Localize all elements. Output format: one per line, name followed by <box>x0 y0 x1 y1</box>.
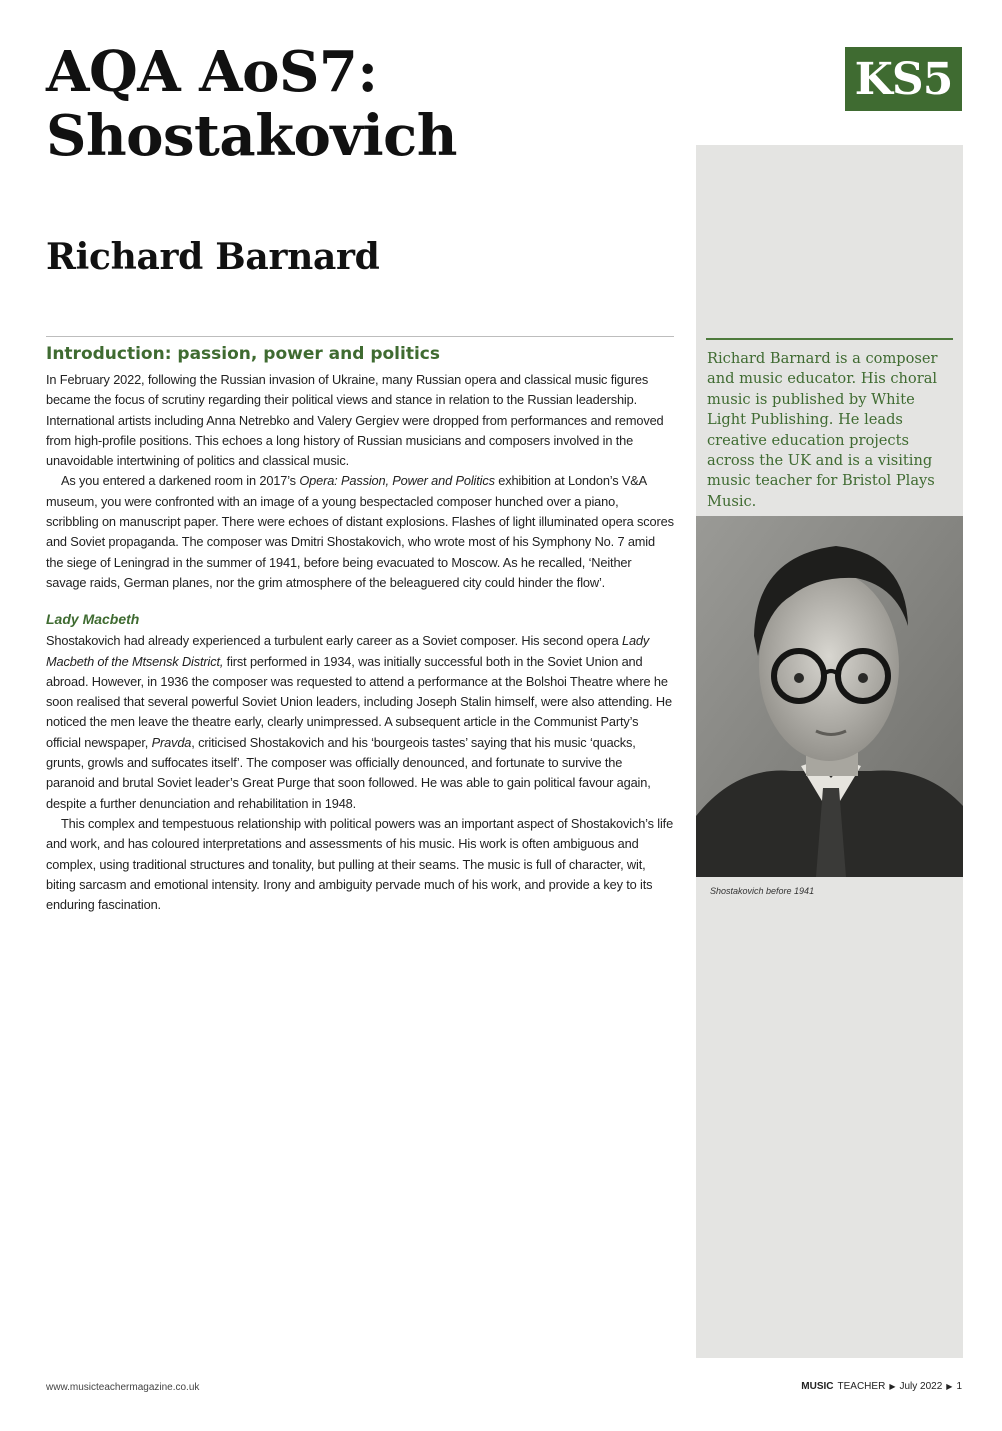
text-run: exhibition at London’s V&A museum, you were confronted with an image of a young bespectacled composer hunched over a piano, scribbling on manuscript paper. There were echoes of distant explosions. Flashes of light illuminated opera scores and Soviet propaganda. The composer was Dmitri Shostakovich, who wrote most of his Symphony No. 7 amid the siege of Leningrad in the summer of 1941, before being evacuated to Moscow. As he recalled, ‘Neither savage raids, German planes, nor the grim atmosphere of the beleaguered city could hinder the flow’. <box>46 473 674 590</box>
issue-date: July 2022 <box>899 1381 943 1392</box>
text-run: first performed in 1934, was initially successful both in the Soviet Union and abroad. However, in 1936 the composer was requested to attend a performance at the Bolshoi Theatre where he soon realised that several powerful Soviet Union leaders, including Joseph Stalin himself, were also attending. He noticed the men leave the theatre early, clearly unimpressed. A subsequent article in the Communist Party’s official newspaper, <box>46 653 672 750</box>
text-run: , criticised Shostakovich and his ‘bourgeois tastes’ saying that his music ‘quacks, grunts, growls and suffocates itself’. The composer was officially denounced, and fortunate to survive the paranoid and brutal Soviet leader’s Great Purge that soon followed. He was able to gain political favour again, despite a further denunciation and rehabilitation in 1948. <box>46 734 651 811</box>
article-body <box>46 343 674 915</box>
arrow-right-icon: ▶ <box>946 1382 953 1391</box>
sidebar-divider <box>706 338 953 340</box>
lady-macbeth-paragraph-1 <box>46 631 674 814</box>
newspaper-title: Pravda <box>151 734 192 750</box>
intro-paragraph-2 <box>46 471 674 593</box>
section-heading-lady-macbeth: Lady Macbeth <box>46 611 140 628</box>
photo-caption: Shostakovich before 1941 <box>710 886 815 896</box>
magazine-name: TEACHER <box>837 1381 886 1392</box>
author-bio: Richard Barnard is a composer and music educator. His choral music is published by White Light Publishing. He leads creative education projects across the UK and is a visiting music teacher for Bristol Plays Music. <box>707 350 938 510</box>
intro-heading: Introduction: passion, power and politics <box>46 344 440 364</box>
section-divider <box>46 336 674 337</box>
text-run: Shostakovich had already experienced a turbulent early career as a Soviet composer. His second opera <box>46 633 622 649</box>
footer-issue-info <box>801 1381 962 1392</box>
level-badge: KS5 <box>845 47 962 111</box>
footer-website-link[interactable]: www.musicteachermagazine.co.uk <box>46 1382 200 1393</box>
lady-macbeth-paragraph-2: This complex and tempestuous relationship with political powers was an important aspect of Shostakovich’s life and work, and has coloured interpretations and assessments of his music. His work is often ambiguous and complex, using traditional structures and tonality, but pulling at their seams. The music is full of character, wit, biting sarcasm and emotional intensity. Irony and ambiguity pervade much of his work, and provide a key to its enduring fascination. <box>46 815 674 913</box>
exhibition-title: Opera: Passion, Power and Politics <box>299 473 495 489</box>
magazine-name-bold: MUSIC <box>801 1381 834 1392</box>
arrow-right-icon: ▶ <box>889 1382 896 1391</box>
author-name: Richard Barnard <box>46 236 380 278</box>
page-number: 1 <box>956 1381 962 1392</box>
text-run: As you entered a darkened room in 2017’s <box>61 473 300 489</box>
intro-paragraph-1: In February 2022, following the Russian invasion of Ukraine, many Russian opera and classical music figures became the focus of scrutiny regarding their political views and stance in relation to the Russian leadership. International artists including Anna Netrebko and Valery Gergiev were dropped from performances and removed from high-profile positions. This echoes a long history of Russian musicians and composers involved in the unavoidable intertwining of politics and classical music. <box>46 372 664 469</box>
opera-title: Lady Macbeth of the Mtsensk District, <box>46 633 650 669</box>
article-title: AQA AoS7: Shostakovich <box>46 39 457 169</box>
composer-photo <box>696 516 963 877</box>
